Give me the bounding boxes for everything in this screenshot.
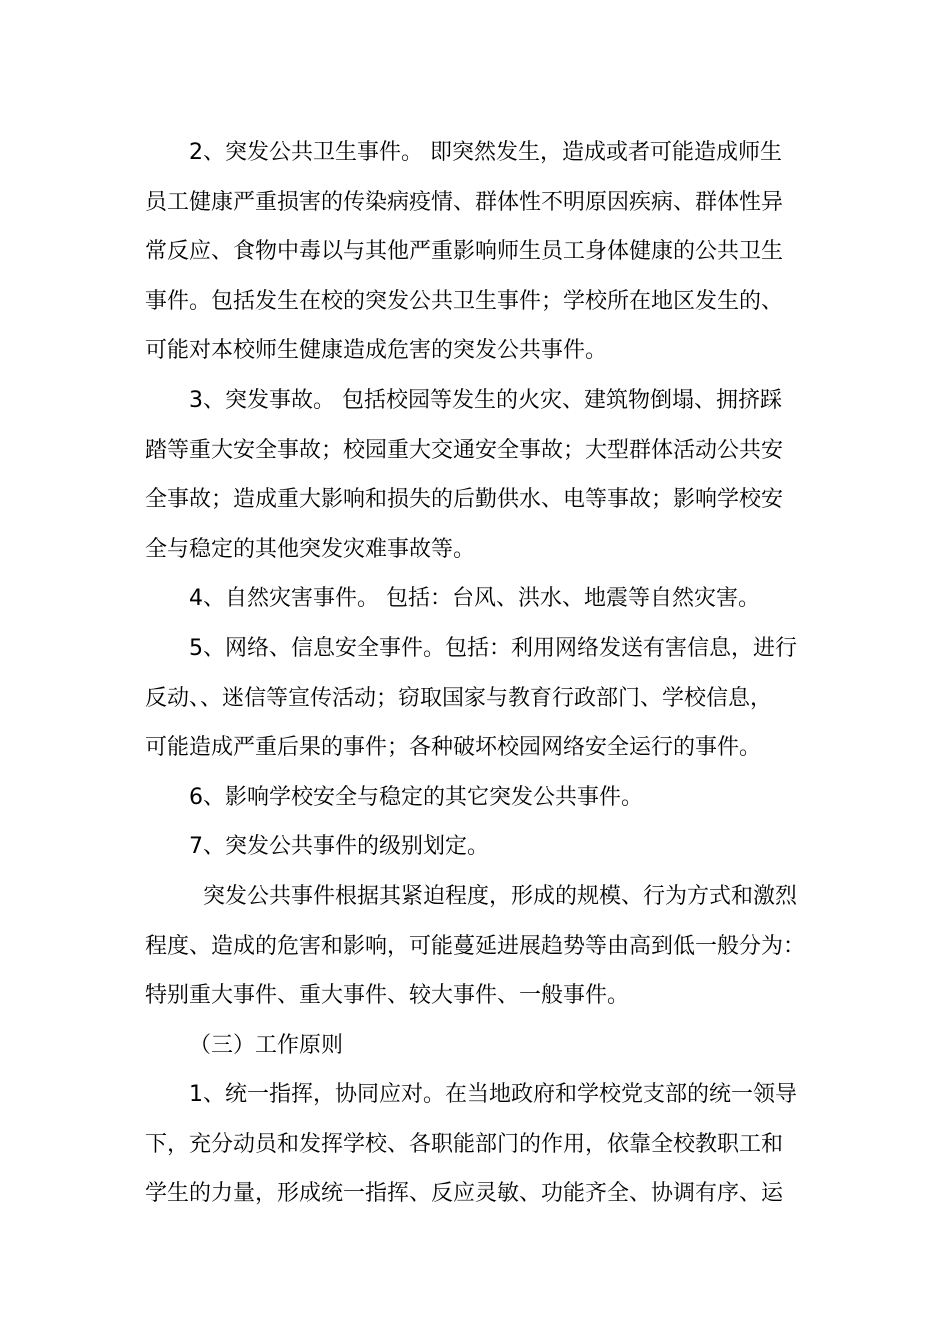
paragraph-line: 可能造成严重后果的事件；各种破坏校园网络安全运行的事件。 <box>145 735 762 761</box>
paragraph-line: 学生的力量，形成统一指挥、反应灵敏、功能齐全、协调有序、运 <box>145 1181 784 1207</box>
paragraph-line: 5、网络、信息安全事件。包括：利用网络发送有害信息，进行 <box>189 635 797 661</box>
paragraph-line: 踏等重大安全事故；校园重大交通安全事故；大型群体活动公共安 <box>145 437 784 463</box>
paragraph-line: 3、突发事故。 包括校园等发生的火灾、建筑物倒塌、拥挤踩 <box>189 387 782 413</box>
paragraph-line: 1、统一指挥，协同应对。在当地政府和学校党支部的统一领导 <box>189 1082 797 1108</box>
document-body <box>145 128 817 1219</box>
paragraph-line: 反动、、迷信等宣传活动；窃取国家与教育行政部门、学校信息， <box>145 685 773 711</box>
paragraph-line: 2、突发公共卫生事件。 即突然发生，造成或者可能造成师生 <box>189 140 782 165</box>
paragraph-line: 全事故；造成重大影响和损失的后勤供水、电等事故；影响学校安 <box>145 487 784 513</box>
paragraph-line: 4、自然灾害事件。 包括：台风、洪水、地震等自然灾害。 <box>189 586 760 612</box>
paragraph-line: 全与稳定的其他突发灾难事故等。 <box>145 536 476 562</box>
paragraph-line: 突发公共事件根据其紧迫程度，形成的规模、行为方式和激烈 <box>203 883 798 909</box>
paragraph-line: 常反应、食物中毒以与其他严重影响师生员工身体健康的公共卫生 <box>145 239 784 265</box>
paragraph-line: 程度、造成的危害和影响，可能蔓延进展趋势等由高到低一般分为： <box>145 933 806 959</box>
paragraph-line: 员工健康严重损害的传染病疫情、群体性不明原因疾病、群体性异 <box>145 189 784 215</box>
paragraph-line: 6、影响学校安全与稳定的其它突发公共事件。 <box>189 784 643 810</box>
paragraph-line: 事件。包括发生在校的突发公共卫生事件；学校所在地区发生的、 <box>145 288 784 314</box>
paragraph-line: 7、突发公共事件的级别划定。 <box>189 834 489 860</box>
paragraph-line: 可能对本校师生健康造成危害的突发公共事件。 <box>145 338 608 364</box>
paragraph-line: 下，充分动员和发挥学校、各职能部门的作用，依靠全校教职工和 <box>145 1131 784 1157</box>
paragraph-line: 特别重大事件、重大事件、较大事件、一般事件。 <box>145 983 630 1009</box>
section-heading: （三）工作原则 <box>189 1032 344 1058</box>
